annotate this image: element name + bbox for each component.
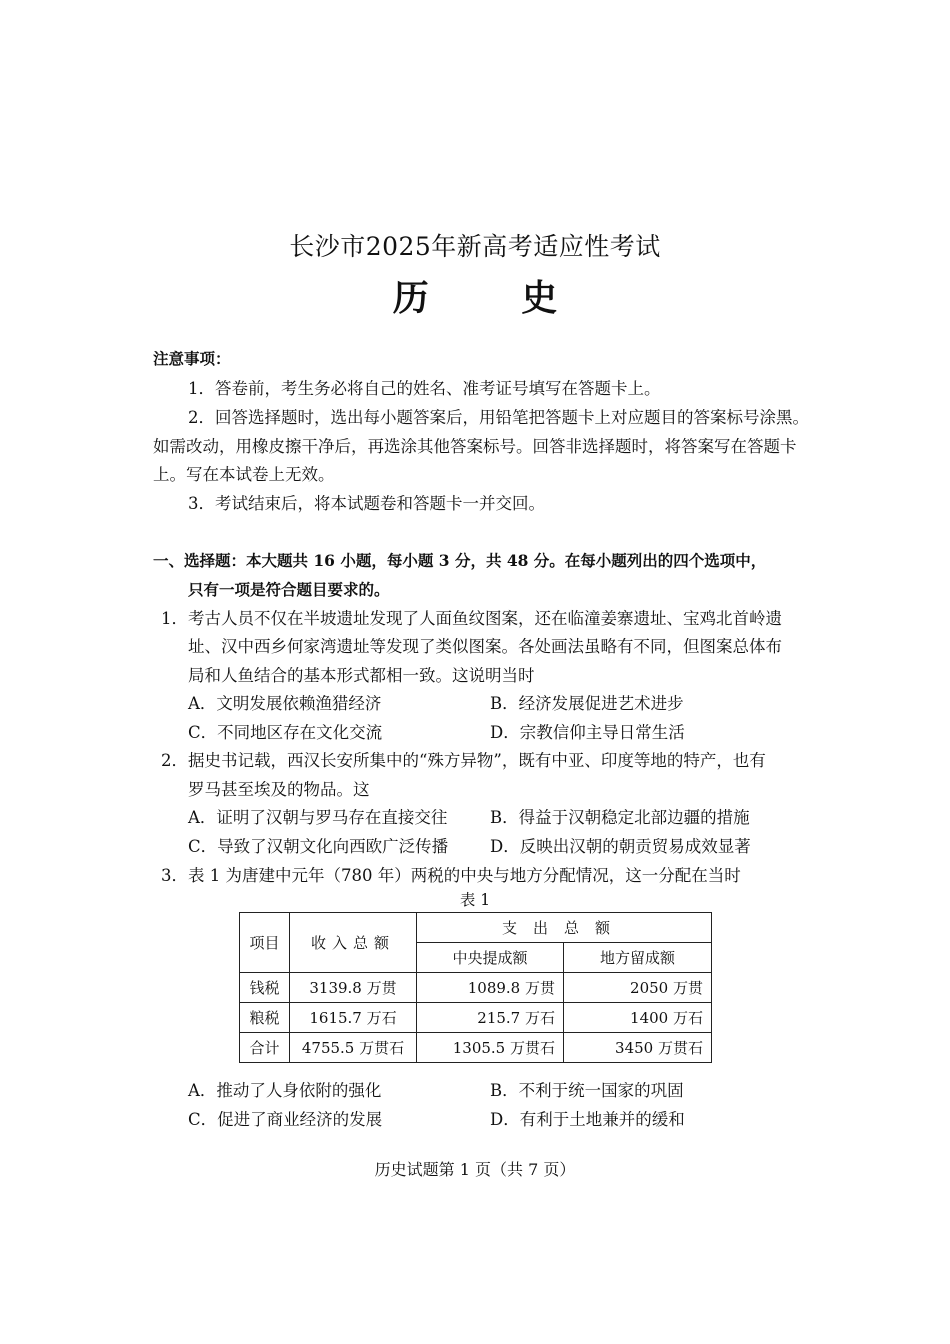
q2-option-a: A．证明了汉朝与罗马存在直接交往: [188, 808, 448, 827]
notice-item-2-line-1: 2．回答选择题时，选出每小题答案后，用铅笔把答题卡上对应题目的答案标号涂黑。: [188, 408, 809, 427]
cell-income: 4755.5 万贯石: [290, 1033, 417, 1063]
cell-income: 3139.8 万贯: [290, 973, 417, 1003]
notice-item-1: 1．答卷前，考生务必将自己的姓名、准考证号填写在答题卡上。: [188, 379, 661, 398]
q3-option-b: B．不利于统一国家的巩固: [490, 1081, 684, 1100]
q2-option-b: B．得益于汉朝稳定北部边疆的措施: [490, 808, 750, 827]
q1-option-a: A．文明发展依赖渔猎经济: [188, 694, 382, 713]
section-1-heading-line-1: 一、选择题：本大题共 16 小题，每小题 3 分，共 48 分。在每小题列出的四个选项中，: [153, 551, 767, 570]
table-row: [240, 973, 712, 1003]
page-footer: 历史试题第 1 页（共 7 页）: [374, 1160, 576, 1179]
q2-option-d: D．反映出汉朝的朝贡贸易成效显著: [490, 837, 751, 856]
q1-stem-line-2: 址、汉中西乡何家湾遗址等发现了类似图案。各处画法虽略有不同，但图案总体布: [188, 637, 782, 656]
header-central: 中央提成额: [417, 943, 564, 973]
cell-item: 合计: [240, 1033, 290, 1063]
subject-title: 历 史: [392, 277, 598, 319]
q1-option-c: C．不同地区存在文化交流: [188, 723, 383, 742]
table-row: [240, 1003, 712, 1033]
q3-option-a: A．推动了人身依附的强化: [188, 1081, 382, 1100]
notice-item-2-line-3: 上。写在本试卷上无效。: [153, 465, 335, 484]
q2-number: 2．: [161, 751, 188, 770]
notice-item-3: 3．考试结束后，将本试题卷和答题卡一并交回。: [188, 494, 545, 513]
cell-central: 1089.8 万贯: [417, 973, 564, 1003]
table-header-row: [240, 913, 712, 943]
q3-option-d: D．有利于土地兼并的缓和: [490, 1110, 685, 1129]
q2-stem-line-1: 据史书记载，西汉长安所集中的“殊方异物”，既有中亚、印度等地的特产，也有: [188, 751, 766, 770]
cell-income: 1615.7 万石: [290, 1003, 417, 1033]
tax-distribution-table: [239, 912, 712, 1063]
q2-stem-line-2: 罗马甚至埃及的物品。这: [188, 780, 370, 799]
section-1-heading-line-2: 只有一项是符合题目要求的。: [188, 580, 390, 599]
q1-stem-line-3: 局和人鱼结合的基本形式都相一致。这说明当时: [188, 666, 535, 685]
table-row: [240, 1033, 712, 1063]
cell-local: 3450 万贯石: [564, 1033, 712, 1063]
q1-stem-line-1: 考古人员不仅在半坡遗址发现了人面鱼纹图案，还在临潼姜寨遗址、宝鸡北首岭遗: [188, 609, 782, 628]
notice-item-2-line-2: 如需改动，用橡皮擦干净后，再选涂其他答案标号。回答非选择题时，将答案写在答题卡: [153, 437, 797, 456]
cell-local: 2050 万贯: [564, 973, 712, 1003]
q1-option-b: B．经济发展促进艺术进步: [490, 694, 684, 713]
header-item: 项目: [240, 913, 290, 973]
q2-option-c: C．导致了汉朝文化向西欧广泛传播: [188, 837, 449, 856]
cell-local: 1400 万石: [564, 1003, 712, 1033]
cell-central: 215.7 万石: [417, 1003, 564, 1033]
header-expense: 支出总额: [417, 913, 712, 943]
q3-number: 3．: [161, 866, 188, 885]
q3-option-c: C．促进了商业经济的发展: [188, 1110, 383, 1129]
q1-option-d: D．宗教信仰主导日常生活: [490, 723, 685, 742]
cell-item: 粮税: [240, 1003, 290, 1033]
table-caption: 表 1: [459, 891, 491, 909]
q1-number: 1．: [161, 609, 188, 628]
exam-title: 长沙市2025年新高考适应性考试: [289, 232, 661, 261]
notice-heading: 注意事项：: [153, 349, 231, 368]
cell-central: 1305.5 万贯石: [417, 1033, 564, 1063]
q3-stem-line-1: 表 1 为唐建中元年（780 年）两税的中央与地方分配情况，这一分配在当时: [188, 866, 741, 885]
cell-item: 钱税: [240, 973, 290, 1003]
header-local: 地方留成额: [564, 943, 712, 973]
header-income: 收入总额: [290, 913, 417, 973]
